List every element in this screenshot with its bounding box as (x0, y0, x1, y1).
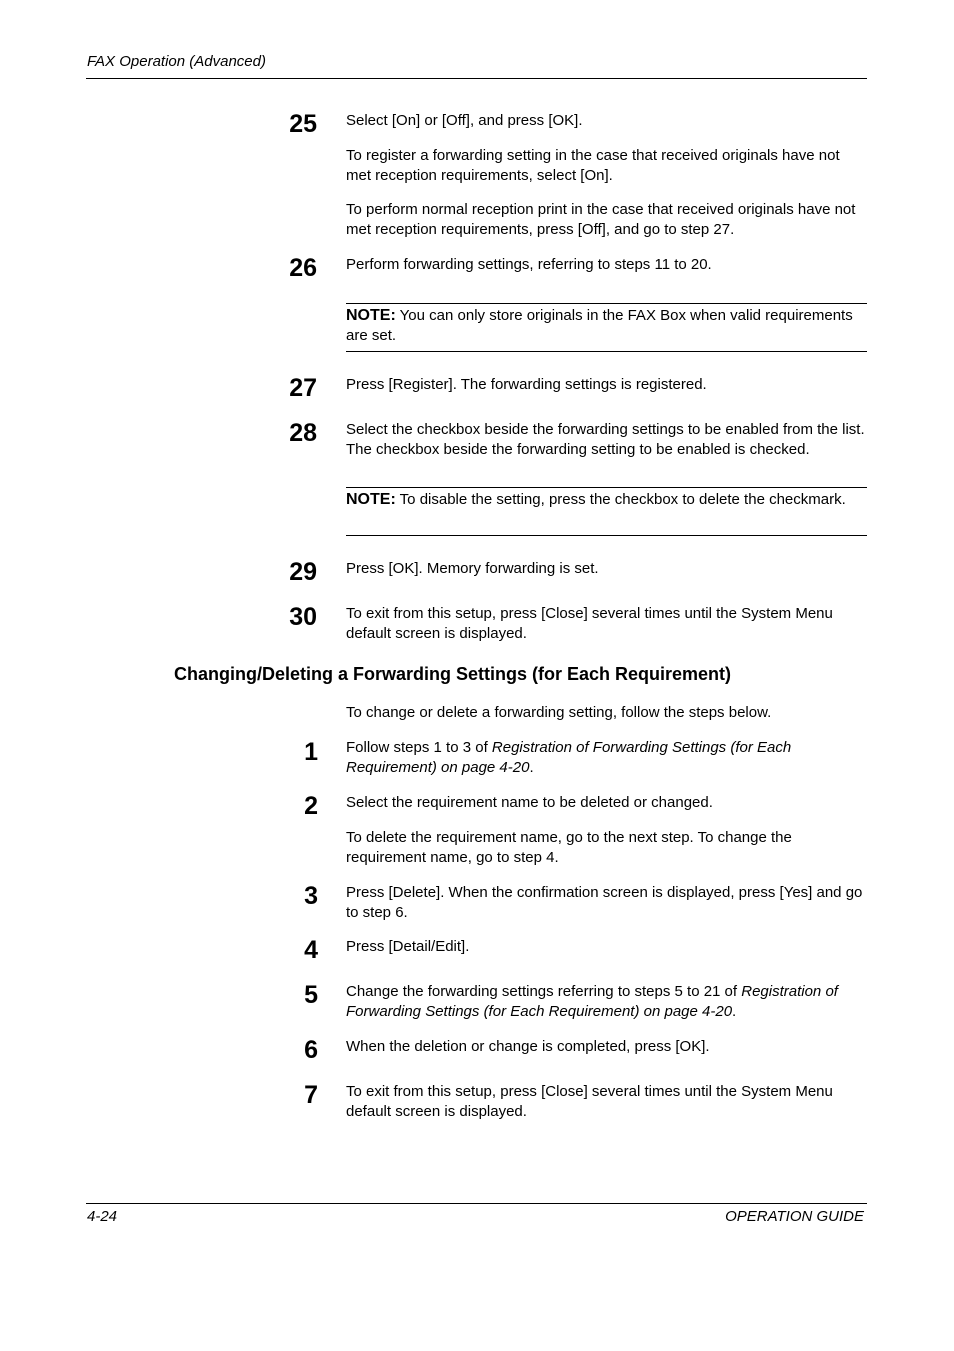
step-text: To delete the requirement name, go to the next step. To change the requirement name, go to step 4. (346, 829, 792, 866)
step-text: When the deletion or change is completed, press [OK]. (346, 1038, 710, 1055)
step-text: To exit from this setup, press [Close] several times until the System Menu default screen is displayed. (346, 605, 833, 642)
footer-rule (86, 1203, 867, 1204)
step-number: 28 (289, 419, 317, 447)
header-rule (86, 78, 867, 79)
step-text: To perform normal reception print in the case that received originals have not met reception requirements, press [Off], and go to step 27. (346, 201, 856, 238)
note-rule (346, 535, 867, 536)
cross-reference: Registration of Forwarding Settings (for Each Requirement) on page 4-20 (346, 983, 838, 1020)
note (346, 490, 868, 510)
cross-reference: Registration of Forwarding Settings (for Each Requirement) on page 4-20 (346, 739, 792, 776)
step-number: 26 (289, 254, 317, 282)
note (346, 306, 868, 345)
step-number: 3 (304, 882, 318, 910)
step-text-part: . (529, 758, 534, 776)
page-number: 4-24 (87, 1208, 118, 1225)
step-text: To register a forwarding setting in the case that received originals have not met reception requirements, select [On]. (346, 147, 840, 184)
note-label: NOTE: (346, 491, 396, 508)
step-number: 29 (289, 558, 317, 586)
step-number: 27 (289, 374, 317, 402)
step-number: 4 (304, 936, 318, 964)
section-intro: To change or delete a forwarding setting, follow the steps below. (346, 704, 772, 721)
step-text: Press [Detail/Edit]. (346, 938, 470, 955)
note-text: You can only store originals in the FAX Box when valid requirements are set. (346, 307, 853, 344)
step-text: Select the requirement name to be deleted or changed. (346, 794, 713, 811)
step-text (346, 982, 868, 1021)
step-text: Select the checkbox beside the forwarding settings to be enabled from the list. The checkbox beside the forwarding setting to be enabled is checked. (346, 421, 865, 458)
step-number: 2 (304, 792, 318, 820)
step-text (346, 738, 868, 777)
step-text: Perform forwarding settings, referring to steps 11 to 20. (346, 256, 712, 273)
note-rule (346, 351, 867, 352)
step-number: 25 (289, 110, 317, 138)
section-heading: Changing/Deleting a Forwarding Settings (for Each Requirement) (174, 664, 732, 684)
running-header: FAX Operation (Advanced) (87, 53, 266, 70)
step-number: 1 (304, 738, 318, 766)
step-number: 30 (289, 603, 317, 631)
step-text-part: Change the forwarding settings referring to steps 5 to 21 of (346, 983, 742, 1000)
note-text: To disable the setting, press the checkbox to delete the checkmark. (395, 491, 846, 508)
step-number: 6 (304, 1036, 318, 1064)
step-text: Press [Register]. The forwarding settings is registered. (346, 376, 707, 393)
note-rule (346, 303, 867, 304)
step-text: Press [OK]. Memory forwarding is set. (346, 560, 599, 577)
step-text-part: . (732, 1002, 737, 1020)
guide-title: OPERATION GUIDE (725, 1208, 864, 1225)
note-rule (346, 487, 867, 488)
step-text: To exit from this setup, press [Close] several times until the System Menu default screen is displayed. (346, 1083, 833, 1120)
step-number: 7 (304, 1081, 318, 1109)
step-text: Select [On] or [Off], and press [OK]. (346, 112, 583, 129)
step-text: Press [Delete]. When the confirmation screen is displayed, press [Yes] and go to step 6. (346, 884, 863, 921)
note-label: NOTE: (346, 307, 396, 324)
step-text-part: Follow steps 1 to 3 of (346, 739, 492, 756)
step-number: 5 (304, 981, 318, 1009)
